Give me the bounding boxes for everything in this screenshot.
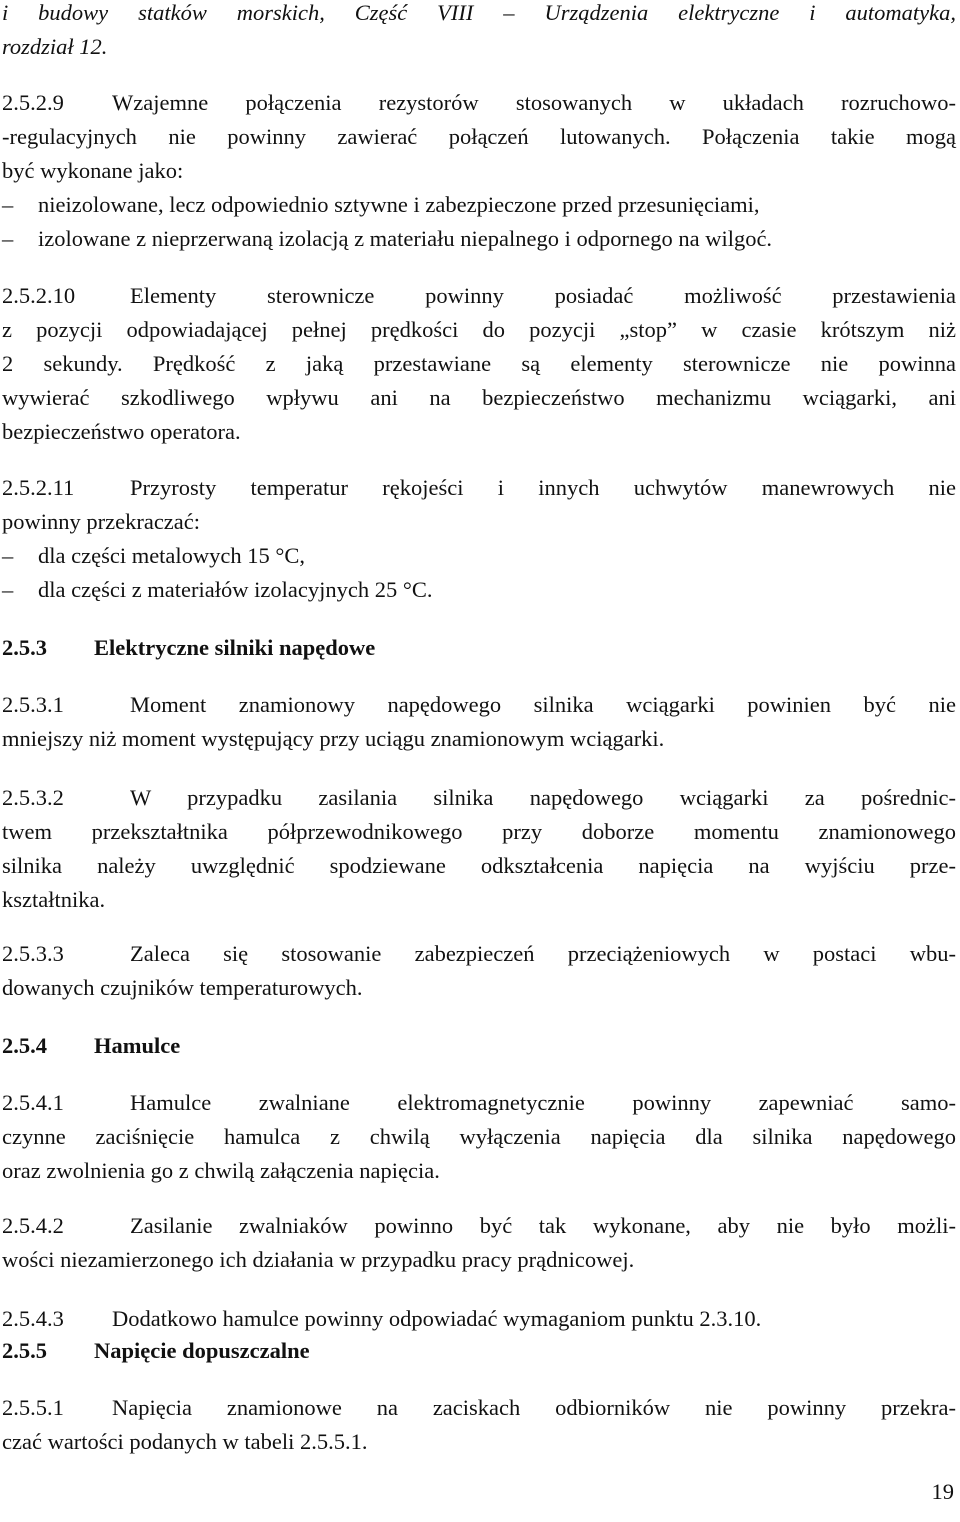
- section-heading-2-5-4: [2, 1029, 956, 1063]
- section-number: 2.5.3.1: [2, 692, 64, 717]
- paragraph-text: wywierać szkodliwego wpływu ani na bezpieczeństwo mechanizmu wciągarki, ani: [2, 385, 956, 410]
- paragraph-text: Przyrosty temperatur rękojeści i innych uchwytów manewrowych nie: [130, 475, 956, 500]
- paragraph-text: oraz zwolnienia go z chwilą załączenia napięcia.: [2, 1158, 440, 1183]
- paragraph-text: powinny przekraczać:: [2, 509, 201, 534]
- paragraph-text: kształtnika.: [2, 887, 106, 912]
- paragraph-text: W przypadku zasilania silnika napędowego wciągarki za pośrednic-: [130, 785, 956, 810]
- heading-number: 2.5.4: [2, 1033, 47, 1058]
- heading-number: 2.5.5: [2, 1338, 47, 1363]
- list-item: [2, 539, 956, 573]
- section-number: 2.5.3.2: [2, 785, 64, 810]
- dash-bullet: –: [2, 543, 14, 568]
- list-item: [2, 188, 956, 222]
- section-number: 2.5.3.3: [2, 941, 64, 966]
- section-number: 2.5.4.3: [2, 1306, 64, 1331]
- paragraph-text: -regulacyjnych nie powinny zawierać połączeń lutowanych. Połączenia takie mogą: [2, 124, 956, 149]
- paragraph-text: z pozycji odpowiadającej pełnej prędkości do pozycji „stop” w czasie krótszym niż: [2, 317, 956, 342]
- paragraph-text: bezpieczeństwo operatora.: [2, 419, 241, 444]
- header-line: i budowy statków morskich, Część VIII – Urządzenia elektryczne i automatyka,: [2, 0, 956, 25]
- section-2-5-4-1: [2, 1086, 956, 1188]
- section-2-5-4-3: [2, 1302, 956, 1336]
- list-item: [2, 573, 956, 607]
- section-heading-2-5-5: [2, 1334, 956, 1368]
- dash-bullet: –: [2, 577, 14, 602]
- paragraph-text: mniejszy niż moment występujący przy uciągu znamionowym wciągarki.: [2, 726, 665, 751]
- list-item-text: dla części z materiałów izolacyjnych 25 °C.: [38, 577, 433, 602]
- paragraph-text: czać wartości podanych w tabeli 2.5.5.1.: [2, 1429, 368, 1454]
- header-line: rozdział 12.: [2, 34, 108, 59]
- section-2-5-3-3: [2, 937, 956, 1005]
- page-number: 19: [931, 1479, 954, 1504]
- section-number: 2.5.5.1: [2, 1395, 64, 1420]
- list-item-text: nieizolowane, lecz odpowiednio sztywne i zabezpieczone przed przesunięciami,: [38, 192, 760, 217]
- section-2-5-3-1: [2, 688, 956, 756]
- paragraph-text: czynne zaciśnięcie hamulca z chwilą wyłączenia napięcia dla silnika napędowego: [2, 1124, 956, 1149]
- paragraph-text: Wzajemne połączenia rezystorów stosowanych w układach rozruchowo-: [112, 90, 956, 115]
- section-2-5-2-9: [2, 86, 956, 256]
- section-heading-2-5-3: [2, 631, 956, 665]
- paragraph-text: Zasilanie zwalniaków powinno być tak wykonane, aby nie było możli-: [130, 1213, 956, 1238]
- header-fragment: [2, 0, 956, 64]
- paragraph-text: dowanych czujników temperaturowych.: [2, 975, 363, 1000]
- heading-title: Elektryczne silniki napędowe: [94, 635, 376, 660]
- paragraph-text: Moment znamionowy napędowego silnika wciągarki powinien być nie: [130, 692, 956, 717]
- paragraph-text: silnika należy uwzględnić spodziewane odkształcenia napięcia na wyjściu prze-: [2, 853, 956, 878]
- section-number: 2.5.2.10: [2, 283, 76, 308]
- paragraph-text: być wykonane jako:: [2, 158, 184, 183]
- section-number: 2.5.4.2: [2, 1213, 64, 1238]
- paragraph-text: Dodatkowo hamulce powinny odpowiadać wymaganiom punktu 2.3.10.: [112, 1306, 762, 1331]
- section-2-5-5-1: [2, 1391, 956, 1459]
- section-number: 2.5.2.9: [2, 90, 64, 115]
- heading-title: Napięcie dopuszczalne: [94, 1338, 310, 1363]
- section-2-5-3-2: [2, 781, 956, 917]
- list-item-text: dla części metalowych 15 °C,: [38, 543, 306, 568]
- paragraph-text: Napięcia znamionowe na zaciskach odbiorników nie powinny przekra-: [112, 1395, 956, 1420]
- section-2-5-4-2: [2, 1209, 956, 1277]
- heading-number: 2.5.3: [2, 635, 47, 660]
- section-2-5-2-11: [2, 471, 956, 607]
- heading-title: Hamulce: [94, 1033, 181, 1058]
- section-2-5-2-10: [2, 279, 956, 449]
- list-item: [2, 222, 956, 256]
- dash-bullet: –: [2, 192, 14, 217]
- paragraph-text: Zaleca się stosowanie zabezpieczeń przeciążeniowych w postaci wbu-: [130, 941, 956, 966]
- dash-bullet: –: [2, 226, 14, 251]
- paragraph-text: Hamulce zwalniane elektromagnetycznie powinny zapewniać samo-: [130, 1090, 956, 1115]
- list-item-text: izolowane z nieprzerwaną izolacją z materiału niepalnego i odpornego na wilgoć.: [38, 226, 773, 251]
- paragraph-text: wości niezamierzonego ich działania w przypadku pracy prądnicowej.: [2, 1247, 635, 1272]
- paragraph-text: 2 sekundy. Prędkość z jaką przestawiane są elementy sterownicze nie powinna: [2, 351, 956, 376]
- paragraph-text: twem przekształtnika półprzewodnikowego przy doborze momentu znamionowego: [2, 819, 956, 844]
- section-number: 2.5.4.1: [2, 1090, 64, 1115]
- paragraph-text: Elementy sterownicze powinny posiadać możliwość przestawienia: [130, 283, 956, 308]
- section-number: 2.5.2.11: [2, 475, 75, 500]
